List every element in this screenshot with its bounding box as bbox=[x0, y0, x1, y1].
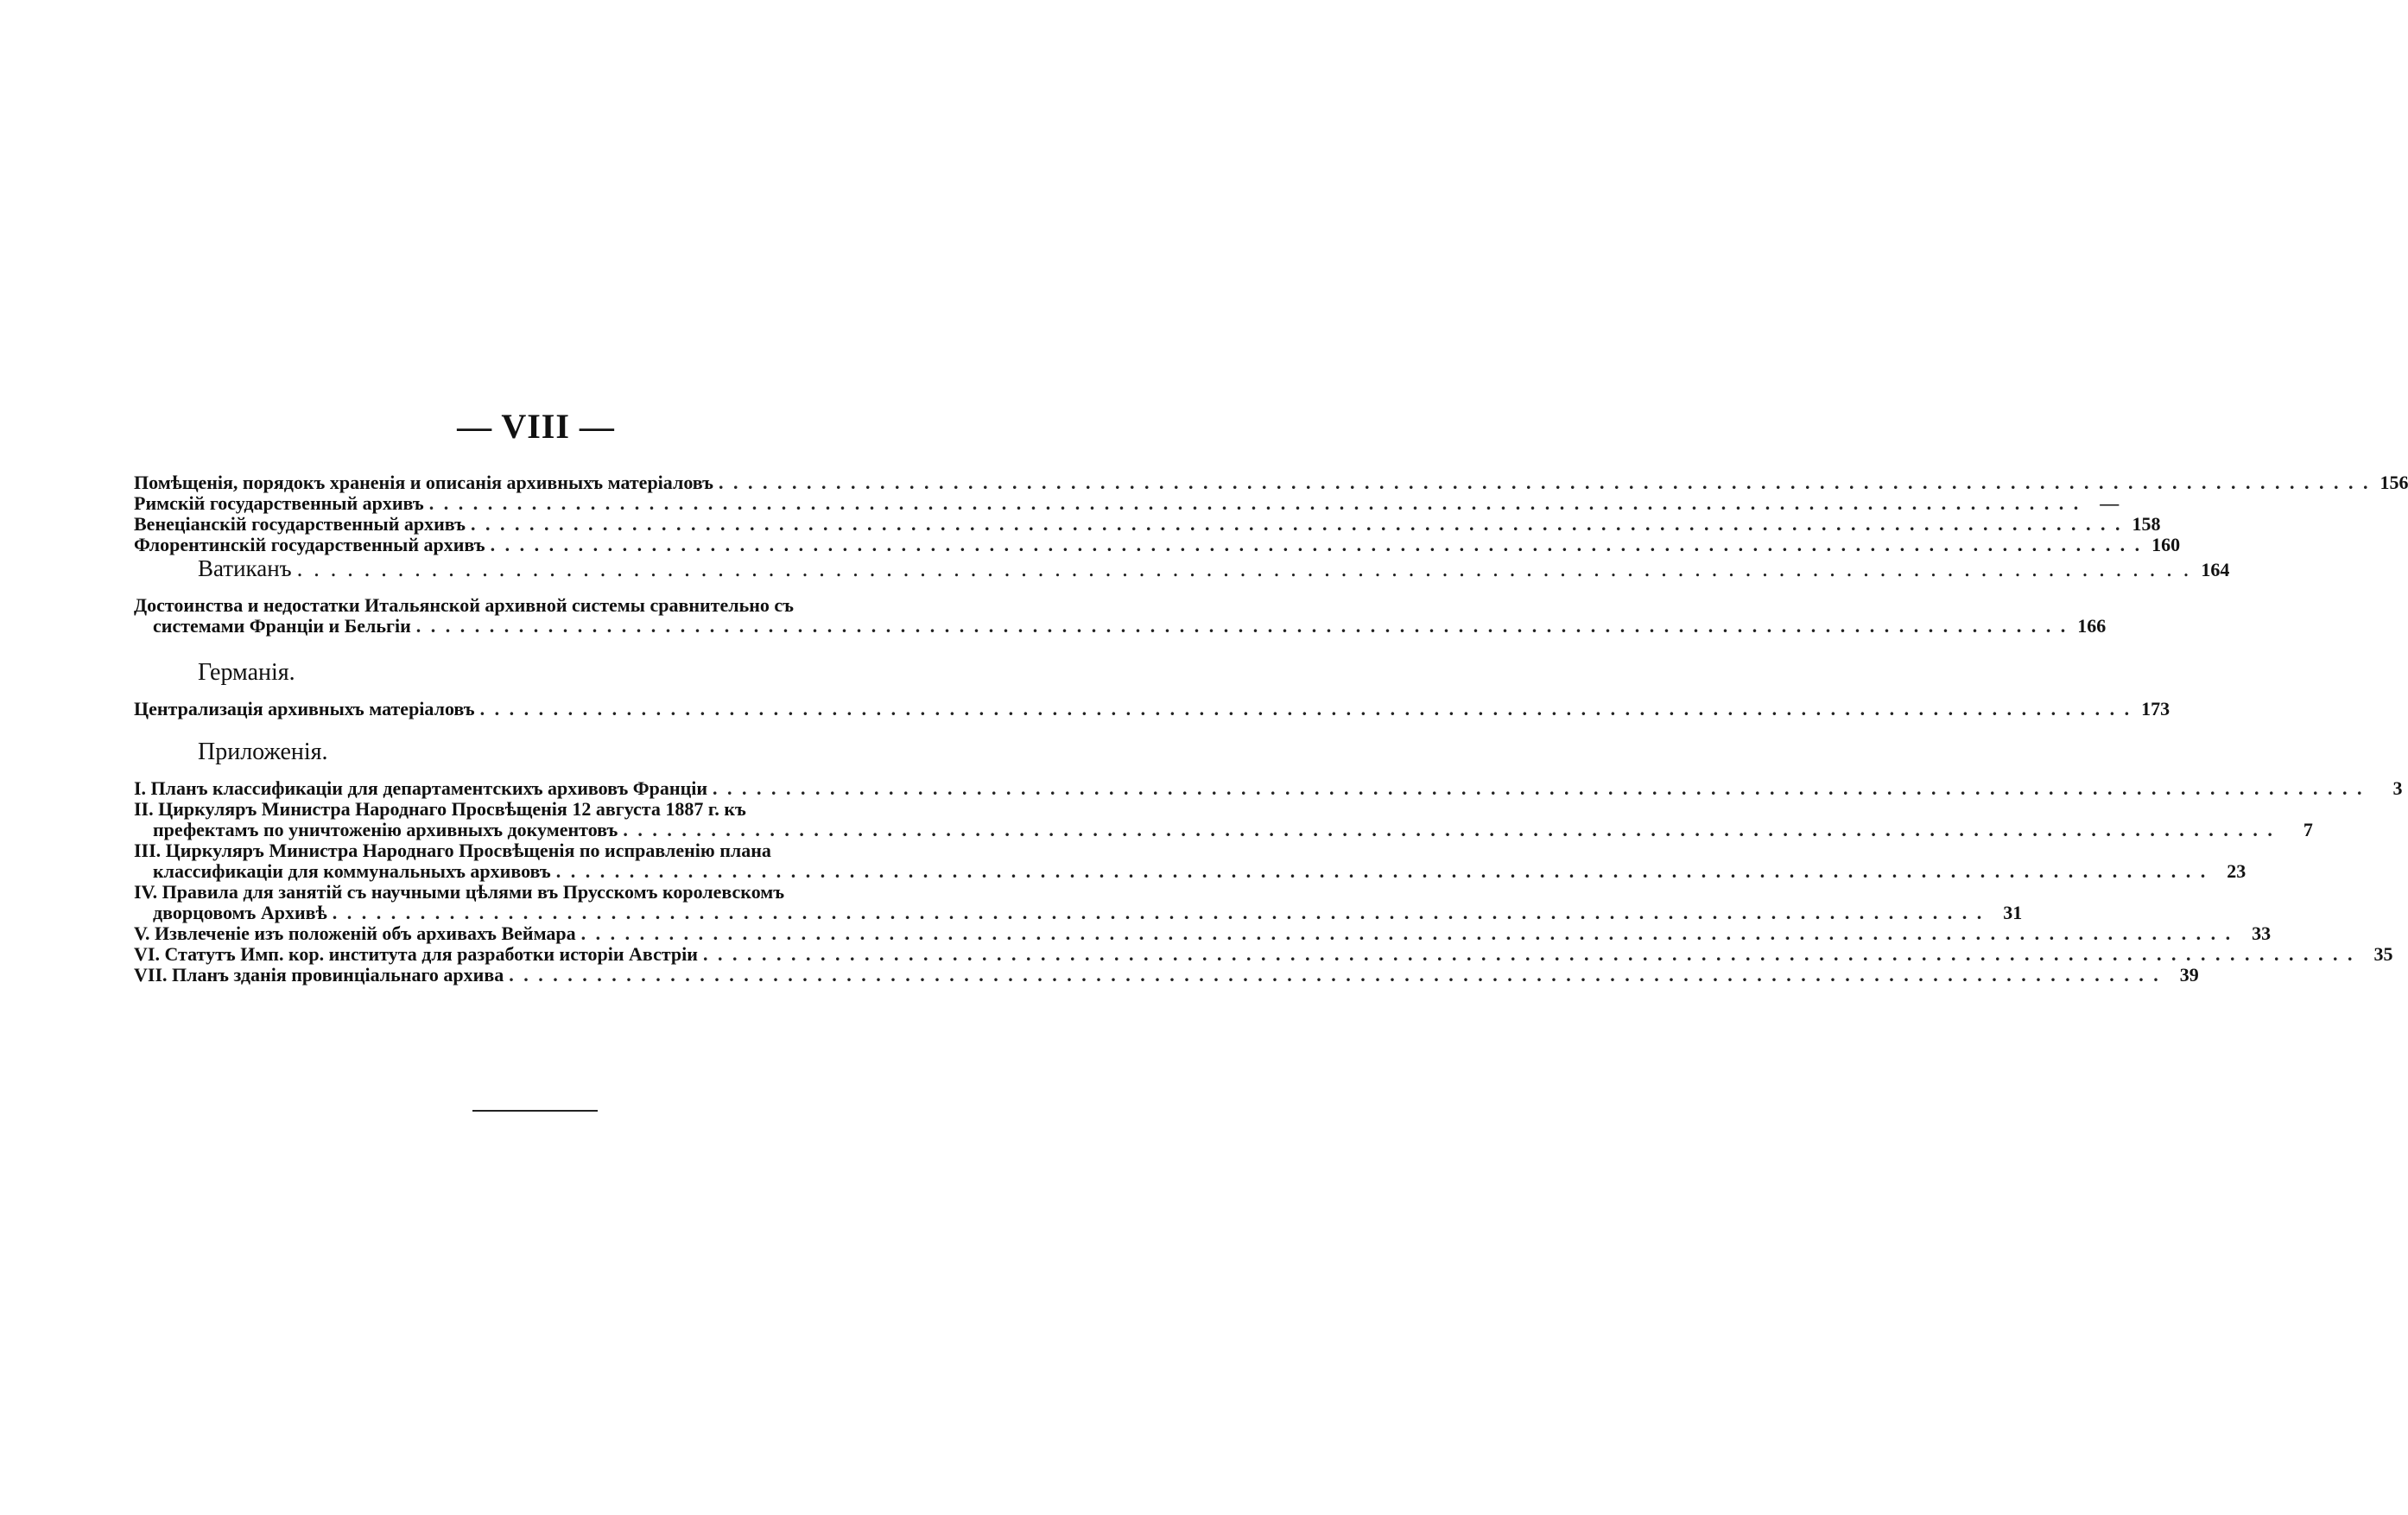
dot-leader bbox=[509, 965, 2161, 986]
toc-entry bbox=[134, 513, 2161, 535]
toc-entry-title: Ватиканъ bbox=[198, 555, 292, 581]
toc-entry-title: Флорентинскій государственный архивъ bbox=[134, 534, 485, 555]
appendix-title: V. Извлеченіе изъ положеній объ архивахъ Веймара bbox=[134, 922, 576, 944]
appendix-entry bbox=[134, 902, 2023, 923]
spacer bbox=[134, 637, 941, 659]
dot-leader bbox=[297, 555, 2192, 581]
toc-entry-page: — bbox=[2100, 492, 2120, 514]
appendix-page: 23 bbox=[2227, 860, 2246, 882]
spacer bbox=[134, 583, 941, 595]
toc-entry bbox=[134, 492, 2120, 514]
toc-entry bbox=[134, 472, 2408, 493]
appendix-entry bbox=[134, 943, 2393, 965]
appendix-page: 33 bbox=[2252, 922, 2272, 944]
dot-leader bbox=[491, 535, 2143, 555]
dot-leader bbox=[623, 820, 2275, 840]
appendix-title-line2: префектамъ по уничтоженію архивныхъ документовъ bbox=[153, 819, 618, 840]
dot-leader bbox=[471, 514, 2123, 535]
appendix-title-line1: III. Циркуляръ Министра Народнаго Просвѣщенія по исправленію плана bbox=[134, 840, 771, 861]
dot-leader bbox=[416, 616, 2069, 637]
appendix-title-line2: классификаціи для коммунальныхъ архивовъ bbox=[153, 860, 551, 882]
toc-entry-title: Помѣщенія, порядокъ храненія и описанія архивныхъ матеріаловъ bbox=[134, 472, 713, 493]
appendix-entry bbox=[134, 860, 2246, 882]
dot-leader bbox=[719, 472, 2371, 493]
spacer bbox=[134, 766, 941, 778]
page-number: — VIII — bbox=[457, 407, 615, 446]
appendix-page: 39 bbox=[2179, 964, 2199, 986]
appendix-page: 31 bbox=[2003, 902, 2023, 923]
toc-entry-title-line2: системами Франціи и Бельгіи bbox=[153, 615, 411, 637]
section-heading-appendices: Приложенія. bbox=[198, 738, 328, 765]
appendix-entry bbox=[134, 922, 2272, 944]
toc-entry-vatican bbox=[134, 555, 2230, 583]
toc-entry-page: 166 bbox=[2077, 615, 2107, 637]
toc-entry-title: Римскій государственный архивъ bbox=[134, 492, 424, 514]
toc-entry-page: 164 bbox=[2201, 559, 2230, 580]
toc-entry-title-line1: Достоинства и недостатки Итальянской архивной системы сравнительно съ bbox=[134, 594, 794, 616]
spacer bbox=[134, 687, 941, 699]
spacer bbox=[134, 719, 941, 738]
toc-entry-page: 160 bbox=[2151, 534, 2181, 555]
toc-entry-merits bbox=[134, 615, 2107, 637]
toc-entry bbox=[134, 534, 2181, 555]
appendix-title: VI. Статутъ Имп. кор. института для разработки исторіи Австріи bbox=[134, 943, 698, 965]
toc-entry-page: 173 bbox=[2141, 698, 2170, 719]
section-heading-germany: Германія. bbox=[198, 659, 295, 686]
appendix-entry bbox=[134, 819, 2313, 840]
appendix-page: 35 bbox=[2373, 943, 2393, 965]
toc-entry-page: 156 bbox=[2379, 472, 2408, 493]
dot-leader bbox=[429, 493, 2082, 514]
dot-leader bbox=[713, 778, 2365, 799]
toc-entry bbox=[134, 698, 2170, 719]
appendix-entry bbox=[134, 777, 2403, 799]
dot-leader bbox=[480, 699, 2132, 719]
appendix-title-line1: II. Циркуляръ Министра Народнаго Просвѣщенія 12 августа 1887 г. къ bbox=[134, 798, 746, 820]
appendix-title-line1: IV. Правила для занятій съ научными цѣлями въ Прусскомъ королевскомъ bbox=[134, 881, 785, 903]
toc-entry-title: Централизація архивныхъ матеріаловъ bbox=[134, 698, 475, 719]
dot-leader bbox=[703, 944, 2355, 965]
toc-entry-page: 158 bbox=[2132, 513, 2161, 535]
dot-leader bbox=[333, 903, 1985, 923]
appendix-entry bbox=[134, 964, 2199, 986]
appendix-page: 7 bbox=[2303, 819, 2313, 840]
table-of-contents bbox=[134, 472, 2408, 986]
appendix-title-line2: дворцовомъ Архивѣ bbox=[153, 902, 327, 923]
dot-leader bbox=[556, 861, 2208, 882]
appendix-title: I. Планъ классификаціи для департаментскихъ архивовъ Франціи bbox=[134, 777, 708, 799]
dot-leader bbox=[581, 923, 2234, 944]
closing-rule bbox=[472, 1110, 598, 1112]
appendix-title: VII. Планъ зданія провинціальнаго архива bbox=[134, 964, 504, 986]
toc-entry-title: Венеціанскій государственный архивъ bbox=[134, 513, 466, 535]
appendix-page: 3 bbox=[2392, 777, 2403, 799]
